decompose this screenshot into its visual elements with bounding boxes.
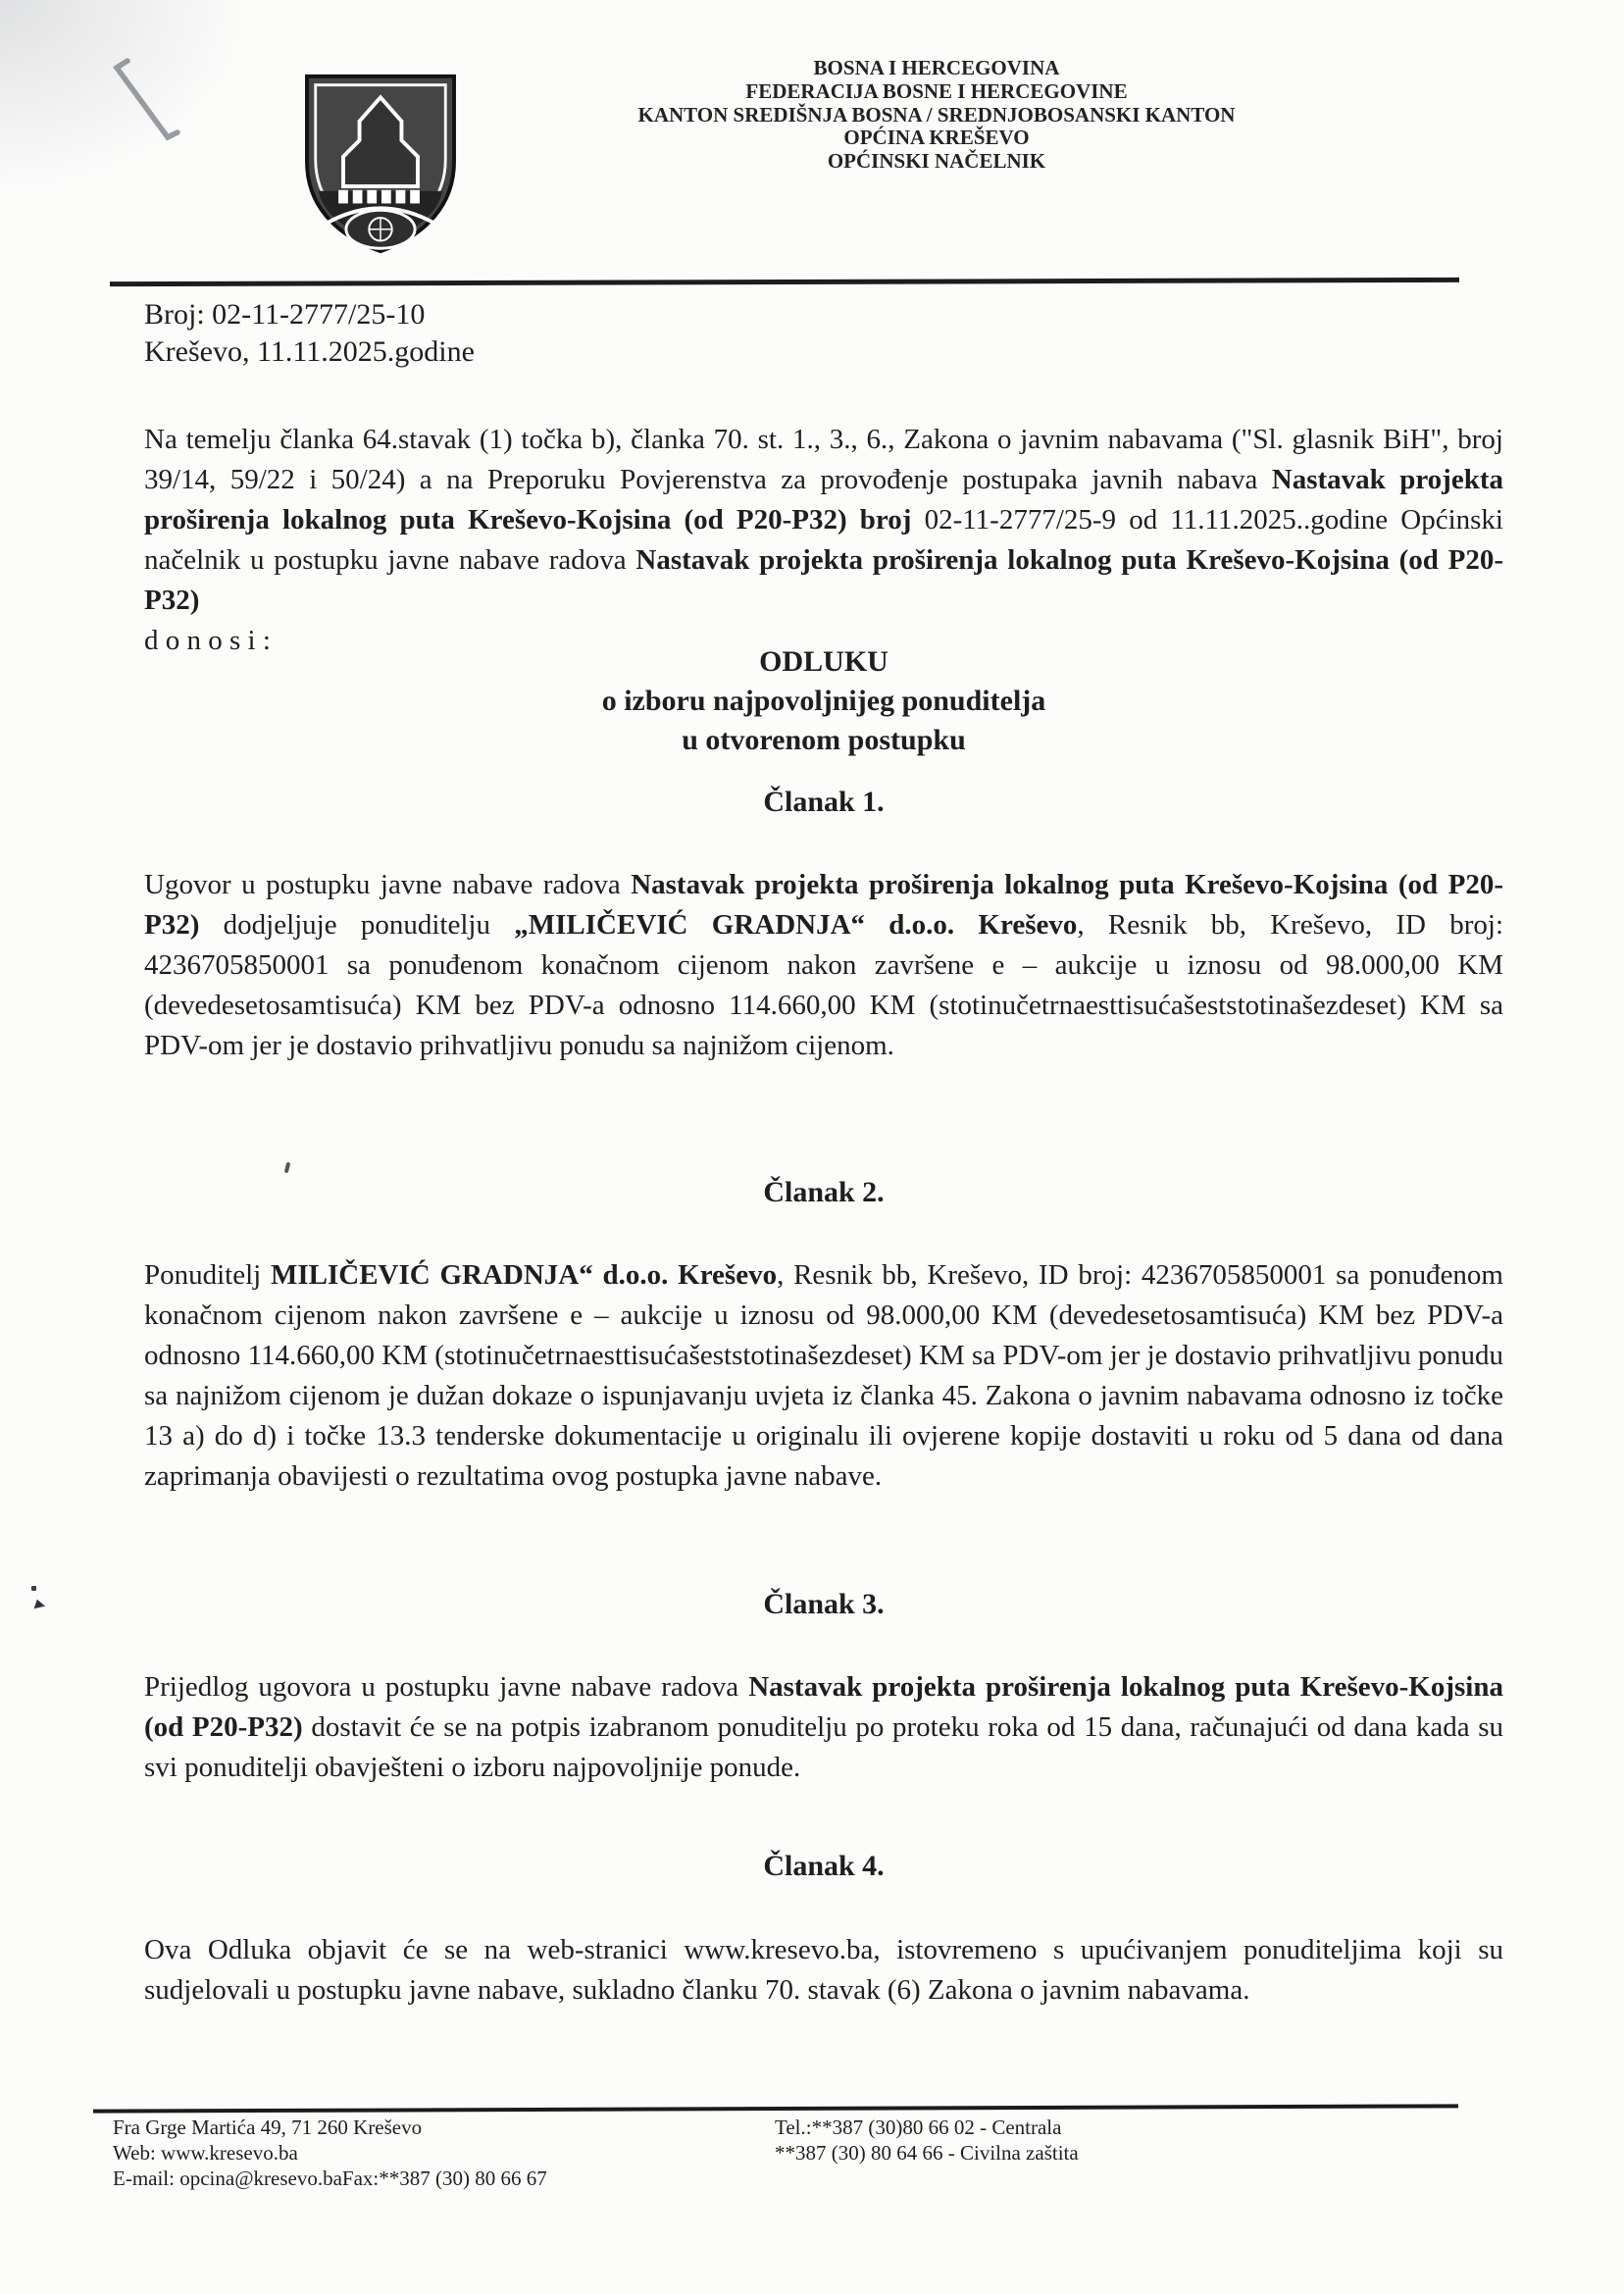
scan-artifact-apostrophe	[284, 1162, 291, 1174]
reference-number: Broj: 02-11-2777/25-10	[144, 298, 426, 331]
article-4-body	[144, 1930, 1503, 2011]
article-1-heading: Članak 1.	[763, 786, 885, 818]
article-3-body	[144, 1667, 1503, 1788]
footer-email-fax: E-mail: opcina@kresevo.baFax:**387 (30) 80 66 67	[113, 2167, 547, 2190]
scan-artifact-dot	[31, 1586, 36, 1591]
scan-artifact-mark	[34, 1600, 47, 1612]
footer-tel-civilna: **387 (30) 80 64 66 - Civilna zaštita	[775, 2141, 1079, 2165]
intro-paragraph: Na temelju članka 64.stavak (1) točka b), članka 70. st. 1., 3., 6., Zakona o javnim nabavama ("Sl. glasnik BiH", broj 39/14, 59/22 i 50/24) a na Preporuku Povjerenstva za provođenje postupaka javnih nabava Nastavak projekta proširenja lokalnog puta Kreševo-Kojsina (od P20-P32) broj 02-11-2777/25-9 od 11.11.2025..godine Općinski načelnik u postupku javne nabave radova Nastavak projekta proširenja lokalnog puta Kreševo-Kojsina (od P20-P32)	[144, 424, 1503, 616]
org-line-country: BOSNA I HERCEGOVINA	[813, 56, 1060, 79]
pen-scratch-mark	[108, 54, 196, 152]
org-line-federation: FEDERACIJA BOSNE I HERCEGOVINE	[745, 78, 1128, 103]
footer-contact-right	[775, 2115, 1079, 2166]
org-line-mayor: OPĆINSKI NAČELNIK	[827, 149, 1046, 174]
reference-block	[144, 296, 475, 371]
article-2-paragraph: Ponuditelj MILIČEVIĆ GRADNJA“ d.o.o. Kreševo, Resnik bb, Kreševo, ID broj: 4236705850001 sa ponuđenom konačnom cijenom nakon završene e – aukcije u iznosu od 98.000,00 KM (devedesetosamtisuća) KM bez PDV-a odnosno 114.660,00 KM (stotinučetrnaesttisućašeststotinašezdeset) KM sa PDV-om jer je dostavio prihvatljivu ponudu sa najnižom cijenom je dužan dokaze o ispunjavanju uvjeta iz članka 45. Zakona o javnim nabavama odnosno iz točke 13 a) do d) i točke 13.3 tenderske dokumentacije u originalu ili ovjerene kopije dostaviti u roku od 5 dana od dana zaprimanja obavijesti o rezultatima ovog postupka javne nabave.	[144, 1259, 1503, 1492]
footer-address: Fra Grge Martića 49, 71 260 Kreševo	[113, 2116, 423, 2139]
article-2-body	[144, 1255, 1503, 1497]
article-1-paragraph: Ugovor u postupku javne nabave radova Nastavak projekta proširenja lokalnog puta Kreševo-Kojsina (od P20-P32) dodjeljuje ponuditelju „MILIČEVIĆ GRADNJA“ d.o.o. Kreševo, Resnik bb, Kreševo, ID broj: 4236705850001 sa ponuđenom konačnom cijenom nakon završene e – aukcije u iznosu od 98.000,00 KM (devedesetosamtisuća) KM bez PDV-a odnosno 114.660,00 KM (stotinučetrnaesttisućašeststotinašezdeset) KM sa PDV-om jer je dostavio prihvatljivu ponudu sa najnižom cijenom.	[144, 869, 1504, 1061]
article-3-heading: Članak 3.	[763, 1588, 885, 1620]
org-line-municipality: OPĆINA KREŠEVO	[843, 126, 1030, 150]
header-divider-line	[110, 278, 1459, 286]
decision-title	[144, 642, 1503, 760]
article-3-paragraph: Prijedlog ugovora u postupku javne nabave radova Nastavak projekta proširenja lokalnog puta Kreševo-Kojsina (od P20-P32) dostavit će se na potpis izabranom ponuditelju po proteku roka od 15 dana, računajući od dana kada su svi ponuditelji obavješteni o izboru najpovoljnije ponude.	[144, 1671, 1503, 1783]
article-4-paragraph: Ova Odluka objavit će se na web-stranici www.kresevo.ba, istovremeno s upućivanjem ponuditeljima koji su sudjelovali u postupku javne nabave, sukladno članku 70. stavak (6) Zakona o javnim nabavama.	[144, 1934, 1503, 2006]
footer-divider-line	[93, 2104, 1458, 2113]
decision-title-procedure: u otvorenom postupku	[682, 724, 966, 756]
donosi-line: d o n o s i :	[144, 625, 271, 656]
org-line-canton: KANTON SREDIŠNJA BOSNA / SREDNJOBOSANSKI KANTON	[637, 102, 1236, 127]
article-1-body	[144, 865, 1503, 1066]
footer-web: Web: www.kresevo.ba	[113, 2141, 298, 2165]
footer-contact-left	[113, 2115, 547, 2191]
decision-title-word: ODLUKU	[759, 645, 888, 678]
intro-section	[144, 420, 1503, 661]
article-2-heading: Članak 2.	[763, 1176, 885, 1208]
article-4-heading: Članak 4.	[763, 1850, 885, 1882]
decision-title-subject: o izboru najpovoljnijeg ponuditelja	[601, 685, 1046, 717]
letterhead-org-block	[446, 57, 1427, 174]
kresevo-coat-of-arms	[299, 71, 462, 257]
footer-tel-centrala: Tel.:**387 (30)80 66 02 - Centrala	[775, 2116, 1062, 2139]
reference-place-date: Kreševo, 11.11.2025.godine	[144, 335, 475, 368]
